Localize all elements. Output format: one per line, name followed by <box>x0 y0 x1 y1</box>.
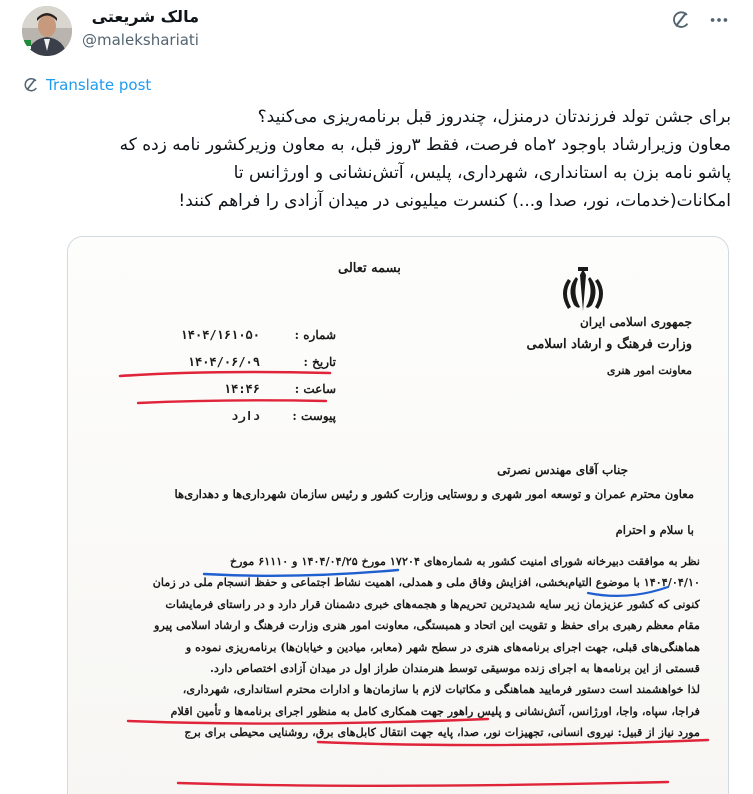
ministry-line-1: جمهوری اسلامی ایران <box>579 315 692 329</box>
basmala: بسمه تعالی <box>338 261 401 276</box>
scanned-letter <box>68 237 728 794</box>
more-dots-icon <box>708 9 730 31</box>
iran-emblem-icon <box>556 265 610 317</box>
meta-row-attachment <box>126 402 336 429</box>
letter-line: لذا خواهشمند است دستور فرمایید هماهنگی و مکاتبات لازم با سازمان‌ها و ادارات محترم استانداری، شهرداری، <box>182 682 700 697</box>
tweet-line: پاشو نامه بزن به استانداری، شهرداری، پلیس، آتش‌نشانی و اورژانس تا <box>233 163 731 183</box>
meta-row-date <box>126 348 336 375</box>
meta-row-time <box>126 375 336 402</box>
meta-value: دارد <box>231 408 260 423</box>
letter-line: کنونی که کشور عزیزمان زیر سایه شدیدترین تحریم‌ها و هجمه‌های خبری دشمنان قرار دارد و در راستای فرمایشات <box>165 596 700 611</box>
author-name[interactable]: مالک شریعتی <box>91 7 199 26</box>
letter-line: هماهنگی‌های قبلی، جهت اجرای برنامه‌های هنری در سطح شهر (معابر، میادین و خیابان‌ها) برنامه‌ریزی نموده و <box>185 639 700 654</box>
meta-row-number <box>126 321 336 348</box>
grok-slash-icon <box>670 9 692 31</box>
meta-value: ۱۴۰۴/۰۶/۰۹ <box>187 354 260 369</box>
letter-greeting: با سلام و احترام <box>615 523 694 537</box>
red-underline-equipment <box>178 782 668 786</box>
letter-line: قسمتی از این برنامه‌ها به اجرای زنده موسیقی توسط هنرمندان طراز اول در میدان آزادی اختصاص دارد. <box>210 661 700 676</box>
more-button[interactable] <box>707 8 731 32</box>
letter-addressee: جناب آقای مهندس نصرتی <box>497 463 628 477</box>
ministry-header <box>527 315 692 377</box>
grok-translate-icon <box>22 76 40 94</box>
letter-line: مقام معظم رهبری برای حفظ و تقویت این اتحاد و همبستگی، معاونت امور هنری وزارت فرهنگ و ارشاد اسلامی پیرو <box>154 618 700 633</box>
letter-meta <box>126 321 336 429</box>
meta-key: شماره : <box>294 327 336 342</box>
letter-line: ۱۴۰۴/۰۴/۱۰ با موضوع التیام‌بخشی، افزایش وفاق ملی و همدلی، اهمیت نشاط اجتماعی و حفظ انسجام ملی در زمان <box>152 575 700 590</box>
author-handle[interactable]: @malekshariati <box>82 31 199 49</box>
letter-line: نظر به موافقت دبیرخانه شورای امنیت کشور به شماره‌های ۱۷۲۰۴ مورخ ۱۴۰۴/۰۴/۲۵ و ۶۱۱۱۰ مورخ <box>229 554 700 568</box>
meta-value: ۱۴۰۴/۱۶۱۰۵۰ <box>180 327 260 342</box>
tweet-line: برای جشن تولد فرزندتان درمنزل، چندروز قبل برنامه‌ریزی می‌کنید؟ <box>257 107 731 127</box>
letter-line: مورد نیاز از قبیل: نیروی انسانی، تجهیزات نور، صدا، پایه جهت انتقال کابل‌های برق، روشنایی محیطی برای برج <box>184 725 700 740</box>
letter-addressee-title: معاون محترم عمران و توسعه امور شهری و روستایی وزارت کشور و رئیس سازمان شهرداری‌ها و دهداری‌ها <box>174 487 694 501</box>
post-header <box>0 0 753 70</box>
letter-line: فراجا، سپاه، واجا، اورژانس، آتش‌نشانی و پلیس راهور جهت همکاری کامل به منظور اجرای برنامه‌ها و تأمین اقلام <box>170 703 700 718</box>
author-block <box>82 7 199 49</box>
meta-key: تاریخ : <box>303 354 336 369</box>
avatar-image <box>22 6 72 56</box>
meta-key: پیوست : <box>292 408 336 423</box>
tweet-line: معاون وزیرارشاد باوجود ۲ماه فرصت، فقط ۳روز قبل، به معاون وزیرکشور نامه زده که <box>119 135 731 155</box>
meta-key: ساعت : <box>294 381 336 396</box>
letter-body <box>90 551 700 744</box>
avatar[interactable] <box>22 6 72 56</box>
translate-label[interactable]: Translate post <box>46 76 152 94</box>
tweet-line: امکانات(خدمات، نور، صدا و...) کنسرت میلیونی در میدان آزادی را فراهم کنند! <box>178 191 731 211</box>
translate-post-link[interactable] <box>22 76 151 94</box>
grok-button[interactable] <box>669 8 693 32</box>
post-media-image[interactable] <box>67 236 729 794</box>
ministry-line-2: وزارت فرهنگ و ارشاد اسلامی <box>526 337 692 352</box>
tweet-text <box>21 103 731 215</box>
meta-value: ۱۴:۴۶ <box>223 381 260 396</box>
header-actions <box>669 8 731 32</box>
ministry-line-3: معاونت امور هنری <box>606 364 692 377</box>
